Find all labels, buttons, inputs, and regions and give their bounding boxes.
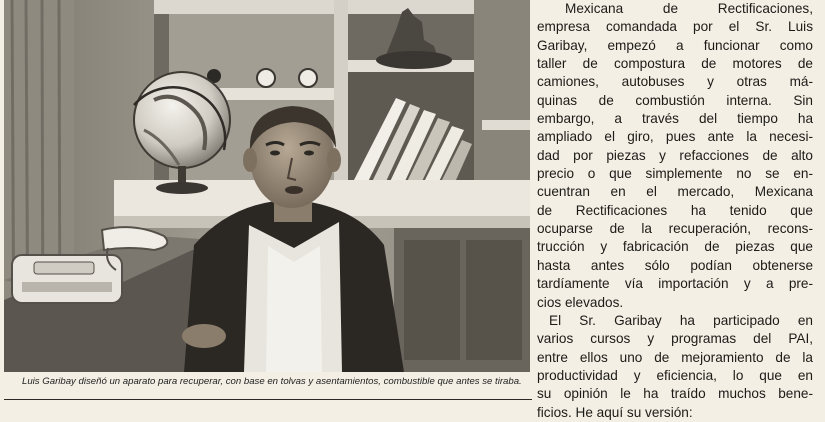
article-photo: [4, 0, 530, 372]
text-line: cuentran en el mercado, Mexicana: [537, 184, 813, 200]
text-line: empresa comandada por el Sr. Luis: [537, 19, 813, 35]
text-line: El Sr. Garibay ha participado en: [549, 312, 813, 328]
text-line: ampliado el giro, pues ante la necesi-: [537, 129, 813, 145]
text-line: productividad y eficiencia, lo que en: [537, 367, 813, 383]
text-line: su opinión le ha traído muchos bene-: [537, 386, 813, 402]
text-line: hasta antes sólo podían obtenerse: [537, 257, 813, 273]
text-line: embargo, a través del tiempo ha: [537, 111, 813, 127]
text-line: ficios. He aquí su versión:: [537, 404, 693, 420]
caption-rule: [4, 399, 532, 400]
text-line: taller de compostura de motores de: [537, 56, 813, 72]
text-line: trucción y fabricación de piezas que: [537, 239, 813, 255]
article-body: [537, 0, 813, 422]
text-line: entre ellos uno de mejoramiento de la: [537, 349, 813, 365]
text-line: cios elevados.: [537, 294, 624, 310]
text-line: varios cursos y programas del PAI,: [537, 331, 813, 347]
text-line: precio o que simplemente no se en-: [537, 166, 813, 182]
paragraph-1: [537, 0, 813, 312]
text-line: de Rectificaciones ha tenido que: [537, 202, 813, 218]
text-line: tardíamente vía importación y a pre-: [537, 276, 813, 292]
text-line: Mexicana de Rectificaciones,: [565, 1, 813, 16]
text-line: quinas de combustión interna. Sin: [537, 92, 813, 108]
text-line: Garibay, empezó a funcionar como: [537, 37, 813, 53]
text-line: dad por piezas y refacciones de alto: [537, 147, 813, 163]
text-line: ocuparse de la recuperación, recons-: [537, 221, 813, 237]
text-line: camiones, autobuses y otras má-: [537, 74, 813, 90]
photo-illustration: [4, 0, 530, 372]
paragraph-2: [537, 312, 813, 422]
photo-caption: Luis Garibay diseñó un aparato para recuperar, con base en tolvas y asentamientos, combustible que antes se tiraba.: [22, 376, 522, 387]
